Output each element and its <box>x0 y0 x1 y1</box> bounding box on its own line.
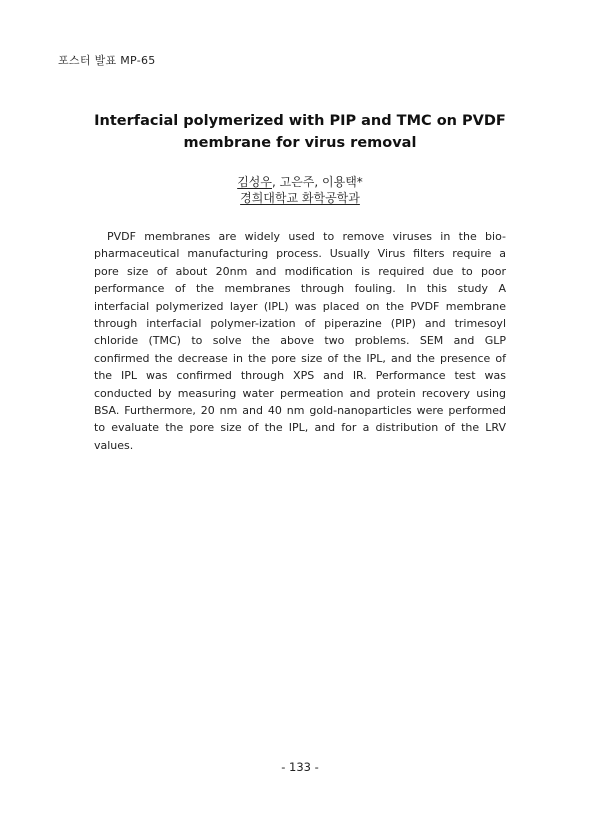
abstract-text: PVDF membranes are widely used to remove viruses in the bio-pharmaceutical manufacturing process. Usually Virus filters require a pore size of about 20nm and modification is required due to poor performance of the membranes through fouling. In this study A interfacial polymerized layer (IPL) was placed on the PVDF membrane through interfacial polymer-ization of piperazine (PIP) and trimesoyl chloride (TMC) to solve the above two problems. SEM and GLP confirmed the decrease in the pore size of the IPL, and the presence of the IPL was confirmed through XPS and IR. Performance test was conducted by measuring water permeation and protein recovery using BSA. Furthermore, 20 nm and 40 nm gold-nanoparticles were performed to evaluate the pore size of the IPL, and for a distribution of the LRV values. <box>94 230 506 452</box>
author-list <box>60 174 540 190</box>
coauthor-name: 고은주 <box>279 175 315 189</box>
title-line-1: Interfacial polymerized with PIP and TMC on PVDF <box>94 113 506 129</box>
title-line-2: membrane for virus removal <box>183 135 417 151</box>
author-separator: , <box>271 175 280 189</box>
author-separator: , <box>314 175 323 189</box>
paper-title <box>60 110 540 154</box>
page-number: - 133 - <box>281 760 319 774</box>
presenter-name: 김성우 <box>237 175 272 189</box>
corresponding-author-name: 이용택* <box>322 175 363 189</box>
affiliation: 경희대학교 화학공학과 <box>240 191 360 205</box>
author-block <box>60 174 540 206</box>
session-label: 포스터 발표 MP-65 <box>58 54 156 67</box>
